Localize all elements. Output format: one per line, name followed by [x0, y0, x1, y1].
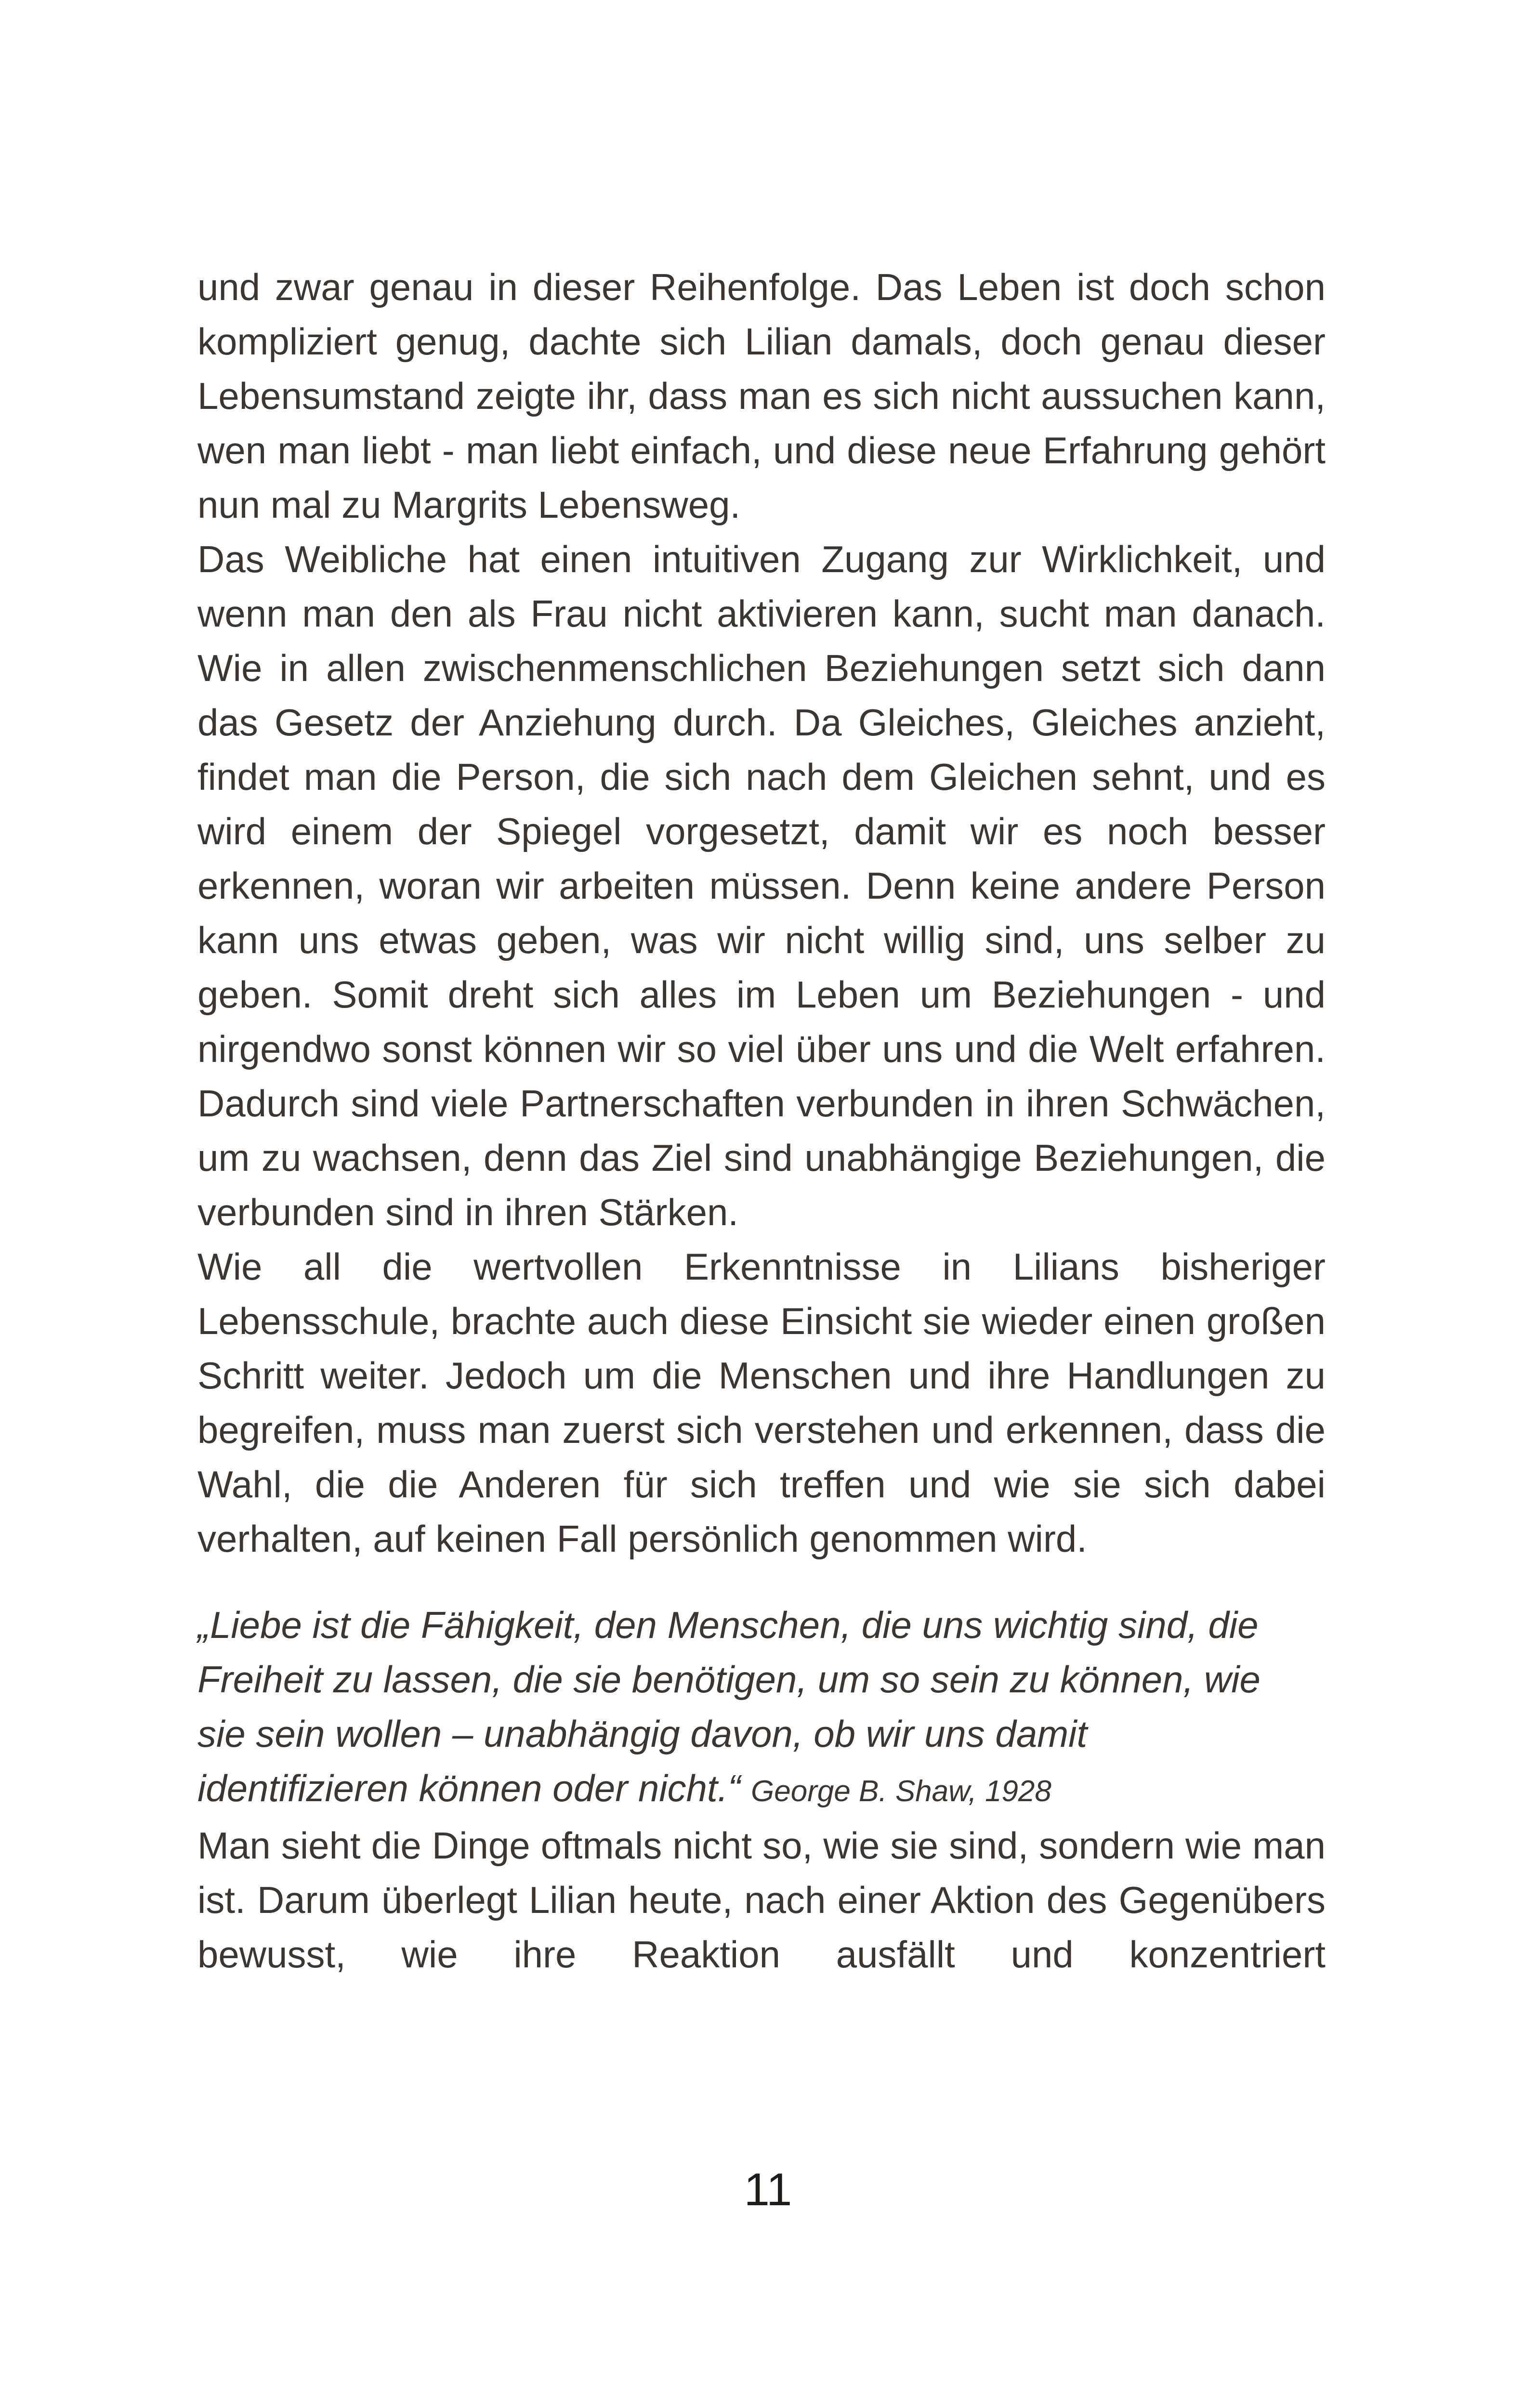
- quote-line-4-text: identifizieren können oder nicht.“: [197, 1767, 741, 1809]
- page-number: 11: [744, 2164, 792, 2215]
- paragraph-3: Wie all die wertvollen Erkenntnisse in Lilians bisheriger Lebensschule, brachte auch diese Einsicht sie wieder einen großen Schritt weiter. Jedoch um die Menschen und ihre Handlungen zu begreifen, muss man zuerst sich verstehen und erkennen, dass die Wahl, die die Anderen für sich treffen und wie sie sich dabei verhalten, auf keinen Fall persönlich genommen wird.: [197, 1245, 1326, 1560]
- quote-line-1: „Liebe ist die Fähigkeit, den Menschen, die uns wichtig sind, die: [197, 1604, 1259, 1646]
- quote-line-2: Freiheit zu lassen, die sie benötigen, um so sein zu können, wie: [197, 1658, 1260, 1701]
- paragraph-1: und zwar genau in dieser Reihenfolge. Das Leben ist doch schon kompliziert genug, dachte sich Lilian damals, doch genau dieser Lebensumstand zeigte ihr, dass man es sich nicht aussuchen kann, wen man liebt - man liebt einfach, und diese neue Erfahrung gehört nun mal zu Margrits Lebensweg.: [197, 266, 1326, 526]
- paragraph-4: Man sieht die Dinge oftmals nicht so, wie sie sind, sondern wie man ist. Darum überlegt Lilian heute, nach einer Aktion des Gegenübers bewusst, wie ihre Reaktion ausfällt und konzentriert: [197, 1824, 1326, 1976]
- quote: [197, 1598, 1326, 1819]
- quote-attribution: George B. Shaw, 1928: [751, 1775, 1051, 1808]
- quote-line-3: sie sein wollen – unabhängig davon, ob wir uns damit: [197, 1713, 1088, 1755]
- body-text: [197, 260, 1326, 1982]
- quote-line-4: [197, 1761, 1326, 1819]
- paragraph-2: Das Weibliche hat einen intuitiven Zugang zur Wirklichkeit, und wenn man den als Frau nicht aktivieren kann, sucht man danach. Wie in allen zwischenmenschlichen Beziehungen setzt sich dann das Gesetz der Anziehung durch. Da Gleiches, Gleiches anzieht, findet man die Person, die sich nach dem Gleichen sehnt, und es wird einem der Spiegel vorgesetzt, damit wir es noch besser erkennen, woran wir arbeiten müssen. Denn keine andere Person kann uns etwas geben, was wir nicht willig sind, uns selber zu geben. Somit dreht sich alles im Leben um Beziehungen - und nirgendwo sonst können wir so viel über uns und die Welt erfahren. Dadurch sind viele Partnerschaften verbunden in ihren Schwächen, um zu wachsen, denn das Ziel sind unabhängige Beziehungen, die verbunden sind in ihren Stärken.: [197, 538, 1326, 1233]
